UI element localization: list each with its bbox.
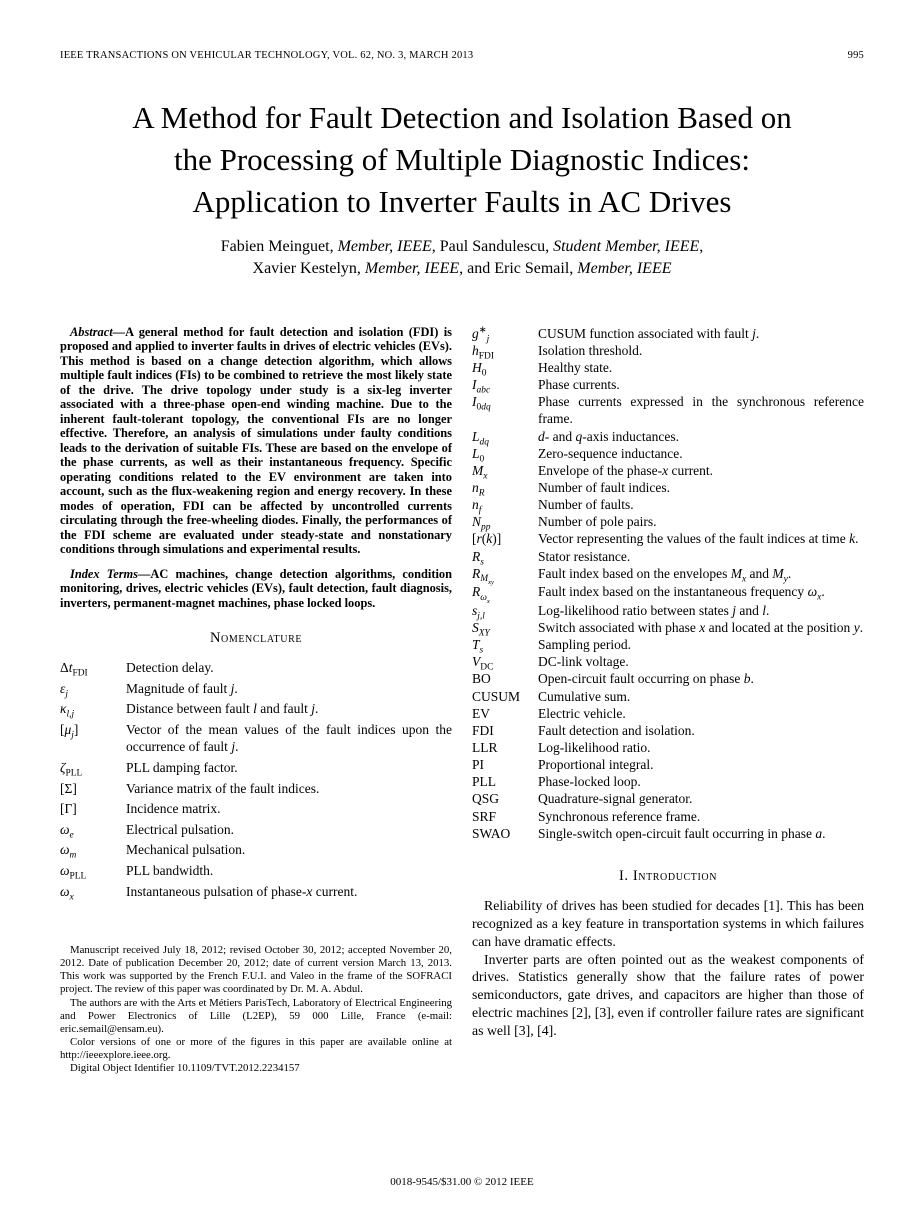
nomenclature-symbol: $R_{M_{xy}}$ <box>472 565 494 587</box>
nomenclature-entry <box>472 530 864 547</box>
abstract-label: Abstract— <box>70 324 126 339</box>
nomenclature-symbol: $N_{pp}$ <box>472 514 491 533</box>
nomenclature-entry <box>472 619 864 639</box>
nomenclature-symbol: CUSUM <box>472 688 521 704</box>
nomenclature-symbol: $R_s$ <box>472 548 484 568</box>
author-line: Fabien Meinguet, Member, IEEE, Paul Sandulescu, Student Member, IEEE, <box>220 238 704 256</box>
nomenclature-definition: Envelope of the phase-x current. <box>538 462 714 478</box>
nomenclature-entry <box>60 721 452 755</box>
nomenclature-entry <box>472 739 864 756</box>
nomenclature-symbol: $\zeta_{PLL}$ <box>60 759 83 779</box>
nomenclature-symbol: FDI <box>472 722 494 738</box>
nomenclature-symbol: QSG <box>472 791 500 807</box>
nomenclature-definition: Proportional integral. <box>538 757 654 773</box>
nomenclature-entry <box>472 445 864 465</box>
nomenclature-entry <box>472 325 864 345</box>
nomenclature-definition: Detection delay. <box>126 660 214 676</box>
nomenclature-symbol: $I_{0dq}$ <box>472 394 491 413</box>
running-header <box>60 50 864 61</box>
nomenclature-entry <box>472 496 864 516</box>
nomenclature-symbol: $S_{XY}$ <box>472 619 490 639</box>
nomenclature-entry <box>60 841 452 862</box>
title-line: the Processing of Multiple Diagnostic Indices: <box>174 142 750 178</box>
nomenclature-definition: Phase currents expressed in the synchronous reference frame. <box>538 394 864 427</box>
nomenclature-definition: Stator resistance. <box>538 548 631 564</box>
nomenclature-entry <box>472 548 864 568</box>
nomenclature-definition: Healthy state. <box>538 359 613 375</box>
nomenclature-entry <box>472 376 864 396</box>
nomenclature-entry <box>472 462 864 482</box>
nomenclature-definition: d- and q-axis inductances. <box>538 428 679 444</box>
nomenclature-definition: Open-circuit fault occurring on phase b. <box>538 671 754 687</box>
index-terms-label: Index Terms— <box>70 566 151 581</box>
nomenclature-entry <box>472 583 864 605</box>
nomenclature-symbol: $\Delta t_{FDI}$ <box>60 660 88 679</box>
nomenclature-definition: Fault index based on the instantaneous frequency $\omega_x$. <box>538 584 825 603</box>
nomenclature-symbol: $L_{dq}$ <box>472 428 489 448</box>
nomenclature-definition: Vector representing the values of the fault indices at time k. <box>538 531 859 547</box>
nomenclature-entry <box>472 705 864 722</box>
nomenclature-symbol: [Γ] <box>60 801 77 817</box>
nomenclature-symbol: $[\mu_j]$ <box>60 722 79 741</box>
paper-title <box>60 97 864 223</box>
paragraph: Reliability of drives has been studied for decades [1]. This has been recognized as a key feature in transportation systems in which failures can have dramatic effects. <box>472 897 864 949</box>
nomenclature-symbol: SWAO <box>472 825 511 841</box>
nomenclature-entry <box>472 602 864 622</box>
nomenclature-symbol: $\omega_e$ <box>60 821 74 841</box>
nomenclature-definition: Cumulative sum. <box>538 688 631 704</box>
nomenclature-symbol: $s_{j,l}$ <box>472 602 485 622</box>
nomenclature-entry <box>472 428 864 448</box>
nomenclature-definition: Variance matrix of the fault indices. <box>126 780 320 796</box>
nomenclature-entry <box>472 565 864 587</box>
nomenclature-definition: Isolation threshold. <box>538 342 643 358</box>
nomenclature-list-left <box>60 659 452 903</box>
nomenclature-definition: Zero-sequence inductance. <box>538 445 683 461</box>
nomenclature-symbol: $n_R$ <box>472 479 485 499</box>
right-column <box>472 325 864 1076</box>
nomenclature-symbol: $M_x$ <box>472 462 488 482</box>
nomenclature-list-right <box>472 325 864 842</box>
nomenclature-entry <box>472 790 864 807</box>
nomenclature-definition: Fault index based on the envelopes $M_x$ and $M_y$. <box>538 565 792 585</box>
nomenclature-entry <box>472 808 864 825</box>
abstract <box>60 325 452 557</box>
nomenclature-entry <box>472 342 864 362</box>
nomenclature-entry <box>60 800 452 817</box>
footnotes <box>60 944 452 1076</box>
nomenclature-symbol: $n_f$ <box>472 497 482 516</box>
nomenclature-entry <box>60 780 452 797</box>
nomenclature-definition: Number of fault indices. <box>538 479 670 495</box>
nomenclature-definition: Mechanical pulsation. <box>126 842 246 858</box>
page-number: 995 <box>847 50 864 61</box>
nomenclature-definition: Magnitude of fault j. <box>126 680 238 696</box>
nomenclature-definition: Vector of the mean values of the fault indices upon the occurrence of fault j. <box>126 722 452 755</box>
nomenclature-symbol: $g^∗_j$ <box>472 325 490 345</box>
two-column-body <box>60 325 864 1076</box>
footnote: Manuscript received July 18, 2012; revised October 30, 2012; accepted November 20, 2012. Date of publication December 20, 2012; date of current version March 13, 2013. This work was supported by the French F.U.I. and Valeo in the frame of the SOFRACI project. The review of this paper was coordinated by Dr. M. A. Abdul. <box>60 943 452 996</box>
nomenclature-symbol: $T_s$ <box>472 637 484 656</box>
nomenclature-definition: Phase currents. <box>538 377 620 393</box>
nomenclature-definition: PLL bandwidth. <box>126 863 214 879</box>
nomenclature-entry <box>60 883 452 903</box>
nomenclature-definition: Switch associated with phase x and located at the position y. <box>538 619 864 635</box>
nomenclature-definition: Synchronous reference frame. <box>538 808 701 824</box>
index-terms-text: AC machines, change detection algorithms, condition monitoring, drives, electric vehicles (EVs), fault detection, fault diagnosis, inverters, permanent-magnet machines, phase locked loops. <box>60 566 452 610</box>
nomenclature-symbol: $H_0$ <box>472 359 487 379</box>
nomenclature-entry <box>60 862 452 882</box>
left-column <box>60 325 452 1076</box>
nomenclature-symbol: EV <box>472 705 490 721</box>
nomenclature-symbol: $\omega_m$ <box>60 842 77 862</box>
footnote: Digital Object Identifier 10.1109/TVT.2012.2234157 <box>70 1062 300 1075</box>
nomenclature-definition: Sampling period. <box>538 637 631 653</box>
nomenclature-entry <box>472 773 864 790</box>
nomenclature-definition: Log-likelihood ratio between states j and l. <box>538 602 770 618</box>
nomenclature-definition: Quadrature-signal generator. <box>538 791 693 807</box>
nomenclature-heading: Nomenclature <box>209 630 303 647</box>
nomenclature-symbol: $R_{\omega_x}$ <box>472 584 490 605</box>
nomenclature-definition: DC-link voltage. <box>538 654 629 670</box>
nomenclature-symbol: BO <box>472 671 491 687</box>
nomenclature-entry <box>472 393 864 427</box>
nomenclature-definition: Single-switch open-circuit fault occurring in phase a. <box>538 825 826 841</box>
nomenclature-definition: Fault detection and isolation. <box>538 722 695 738</box>
nomenclature-entry <box>60 700 452 721</box>
author-line: Xavier Kestelyn, Member, IEEE, and Eric Semail, Member, IEEE <box>252 259 672 277</box>
footnote: Color versions of one or more of the figures in this paper are available online at http://ieeexplore.ieee.org. <box>60 1036 452 1062</box>
nomenclature-entry <box>472 722 864 739</box>
nomenclature-definition: Incidence matrix. <box>126 801 221 817</box>
abstract-text: A general method for fault detection and isolation (FDI) is proposed and applied to inverter faults in drives of electric vehicles (EVs). This method is based on a change detection algorithm, which allows multiple fault indices (FIs) to be combined to retrieve the most likely state of the drive. The drive topology under study is a six-leg inverter associated with a three-phase open-end winding machine. Due to the inherent fault-tolerant topology, the conventional FIs are no longer effective. Therefore, an analysis of simulations under faulty conditions leads to the derivation of suitable FIs. These are based on the envelope of the phase currents, as well as their instantaneous frequency. Specific operating conditions related to the EV environment are taken into account, such as the flux-weakening region and energy recovery. In these modes of operation, FDI can be affected by uncontrolled currents circulating through the free-wheeling diodes. Finally, the performances of the FDI scheme are evaluated under steady-state and nonstationary conditions through simulations and experimental results. <box>60 324 452 557</box>
nomenclature-definition: Phase-locked loop. <box>538 774 641 790</box>
introduction-heading: I. Introduction <box>618 867 718 884</box>
nomenclature-entry <box>472 479 864 499</box>
nomenclature-definition: Instantaneous pulsation of phase-x current. <box>126 883 358 899</box>
title-line: A Method for Fault Detection and Isolation Based on <box>132 100 792 135</box>
footnote: The authors are with the Arts et Métiers ParisTech, Laboratory of Electrical Engineering and Power Electronics of Lille (L2EP), 59 000 Lille, France (e-mail: eric.semail@ensam.eu). <box>60 996 452 1035</box>
nomenclature-symbol: PLL <box>472 774 497 790</box>
nomenclature-entry <box>472 636 864 656</box>
nomenclature-definition: CUSUM function associated with fault j. <box>538 325 760 341</box>
nomenclature-entry <box>60 759 452 779</box>
nomenclature-entry <box>472 513 864 533</box>
nomenclature-symbol: $h_{FDI}$ <box>472 342 494 362</box>
nomenclature-definition: Electrical pulsation. <box>126 821 234 837</box>
nomenclature-symbol: $V_{DC}$ <box>472 654 494 673</box>
nomenclature-symbol: $\omega_{PLL}$ <box>60 863 87 882</box>
nomenclature-entry <box>472 359 864 379</box>
introduction-body <box>472 897 864 1040</box>
nomenclature-symbol: SRF <box>472 808 497 824</box>
nomenclature-symbol: [Σ] <box>60 780 77 796</box>
footer-copyright: 0018-9545/$31.00 © 2012 IEEE <box>390 1176 534 1188</box>
index-terms <box>60 567 452 611</box>
nomenclature-definition: Number of pole pairs. <box>538 514 657 530</box>
paragraph: Inverter parts are often pointed out as the weakest components of drives. Statistics generally show that the failure rates of power semiconductors, gate drives, and capacitors are higher than those of electric machines [2], [3], even if controller failure rates are significant as well [3], [4]. <box>472 951 864 1039</box>
title-line: Application to Inverter Faults in AC Drives <box>192 184 732 220</box>
nomenclature-entry <box>472 670 864 687</box>
nomenclature-definition: Log-likelihood ratio. <box>538 739 651 755</box>
nomenclature-symbol: LLR <box>472 739 498 755</box>
nomenclature-symbol: $\kappa_{l,j}$ <box>60 701 75 721</box>
nomenclature-definition: Electric vehicle. <box>538 705 626 721</box>
authors-block <box>60 236 864 278</box>
nomenclature-symbol: $L_0$ <box>472 445 485 465</box>
nomenclature-symbol: PI <box>472 757 485 773</box>
nomenclature-symbol: $I_{abc}$ <box>472 377 491 396</box>
nomenclature-definition: Distance between fault l and fault j. <box>126 701 319 717</box>
nomenclature-entry <box>472 653 864 673</box>
nomenclature-entry <box>60 659 452 679</box>
nomenclature-entry <box>60 680 452 700</box>
nomenclature-entry <box>60 821 452 841</box>
nomenclature-symbol: $\omega_x$ <box>60 883 74 903</box>
nomenclature-entry <box>472 688 864 705</box>
nomenclature-definition: PLL damping factor. <box>126 759 238 775</box>
nomenclature-symbol: $\varepsilon_j$ <box>60 680 68 700</box>
nomenclature-definition: Number of faults. <box>538 497 634 513</box>
nomenclature-symbol: [r(k)] <box>472 531 502 547</box>
nomenclature-entry <box>472 825 864 842</box>
nomenclature-entry <box>472 756 864 773</box>
journal-header: IEEE TRANSACTIONS ON VEHICULAR TECHNOLOGY, VOL. 62, NO. 3, MARCH 2013 <box>60 50 474 61</box>
